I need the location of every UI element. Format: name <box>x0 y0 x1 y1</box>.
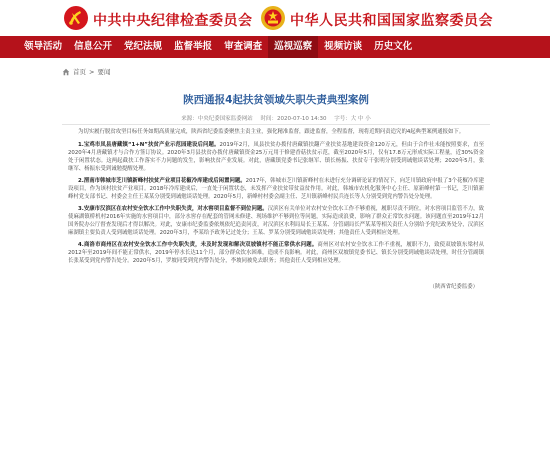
nav-item-video[interactable]: 视频访谈 <box>324 41 363 52</box>
font-size-control[interactable]: 字号：大 中 小 <box>334 116 371 122</box>
breadcrumb <box>62 67 110 76</box>
article-body <box>68 128 484 295</box>
case-paragraph-2 <box>68 177 484 201</box>
case-paragraph-3 <box>68 205 484 237</box>
case-paragraph-1 <box>68 141 484 173</box>
breadcrumb-separator: > <box>89 67 95 76</box>
home-icon <box>62 68 70 76</box>
party-emblem-icon <box>63 5 89 31</box>
nav-item-inspection[interactable]: 巡视巡察 <box>268 36 318 58</box>
case-text-2: 2017年，韩城市芝川镇新峰村在未进行充分调研论证的情况下，向芝川镇政府申报了3个花椒冷库建设项目，作为该村扶贫产业项目。2018年冷库建成后，一直处于闲置状态，未发挥产业扶贫带贫益贫作用。对此，韩城市农机化服务中心主任、原新峰村第一书记，芝川镇新峰村党支部书记、村委会主任王某某分别受到诫勉谈话处理。2020年5月，新峰村村委会副主任、芝川镇新峰村民兵连长等人分别受到党内警告处分处理。 <box>68 178 484 200</box>
nav-item-disclosure[interactable]: 信息公开 <box>74 41 113 52</box>
divider <box>62 124 490 125</box>
ccdi-title[interactable]: 中共中央纪律检查委员会 <box>93 13 253 29</box>
case-paragraph-4 <box>68 241 484 265</box>
breadcrumb-home[interactable]: 首页 <box>73 68 86 76</box>
article <box>62 80 490 455</box>
nav-item-investigation[interactable]: 审查调查 <box>224 41 263 52</box>
article-source: 来源：中央纪委国家监委网站 <box>181 116 253 122</box>
nsc-title[interactable]: 中华人民共和国国家监察委员会 <box>290 13 493 29</box>
article-signature: （陕西省纪委监委） <box>429 284 478 290</box>
breadcrumb-current[interactable]: 要闻 <box>97 68 111 76</box>
case-heading-4: 4.商洛市商州区在农村安全饮水工作中失职失责，未及时发现和解决双坡镇村不能正常供水问题。 <box>78 242 318 248</box>
case-text-1: 2019年2月，凤县扶贫办拨付唐藏镇扶翻产业扶贫基地建设资金120万元，但由于合作社未能按照要求，直至2020年4月唐藏镇才与合作方签订协议。2020年3月县扶贫办拨付唐藏镇资金25万元用于修建香菇扶贫示范，截至2020年5月，仅有17.8万元形成实际工程量，近30%资金处于闲置状态。这两起截扶工作落实不力问题的发生，影响扶贫产业发展。对此，唐藏镇党委书记张继军、镇长杨振、扶贫专干张明分别受到诫勉谈话处理；2020年5月，张继军、杨振东受到诫勉提醒处理。 <box>68 142 484 172</box>
case-text-4: 商州区对农村安全饮水工作不重视，履职不力，致使双坡镇东梁村从2012年至2019年间不能正常供水，2019年停水长达11个月，部分群众饮水困难，造成不良影响。对此，商州区双坡镇党委书记、镇长分别受到诫勉谈话处理，时任分管副镇长张某受到党内警告处分。2020年5月，罗坡同受到党内警告处分，李坡同被免去职务；其他责任人受到相应处理。 <box>68 242 484 264</box>
case-heading-3: 3.安康市汉滨区在农村安全饮水工作中失职失责，对水窖项目监督不到位问题。 <box>78 206 268 212</box>
nav-item-leadership[interactable]: 领导活动 <box>24 41 63 52</box>
nav-item-history[interactable]: 历史文化 <box>374 41 413 52</box>
article-title: 陕西通报4起扶贫领域失职失责典型案例 <box>183 94 369 106</box>
site-header <box>0 0 550 36</box>
nav-item-regulations[interactable]: 党纪法规 <box>124 41 163 52</box>
nav-item-report[interactable]: 监督举报 <box>174 41 213 52</box>
case-text-3: 汉滨区有关单位对农村安全饮水工作不够重视，履职尽责不到位，对水窖项目监管不力，致使麻湖镇桥机村2016年实施的水窖项目中，部分水窖存在配套的管网未修建、现场维护不够到位等问题，实际造成浪费，影响了群众正常饮水问题。该问题直至2019年12月国务院办公厅督查发现后才得以解决。对此，安康市纪委监委依规依纪追责问责，对汉滨区水利局局长王某某、分管副局长严某某等相关责任人分别给予党纪政务处分，汉滨区麻湖镇主要负责人受到诫勉谈话处理。2020年3月，李某给予政务记过处分；王某、罗某分别受到诫勉谈话处理；其他责任人受到相应处理。 <box>68 206 484 236</box>
case-heading-1: 1.宝鸡市凤县唐藏镇“1+N”扶贫产业示范园建设后问题。 <box>78 142 220 148</box>
intro-paragraph: 为切实履行脱贫攻坚目标任务如期高质量完成，陕西省纪委监委聚焦主责主业，强化精准监督，跟进监督，全程监督，现将近期问责追究的4起典型案例通报如下。 <box>78 129 465 135</box>
national-emblem-icon <box>260 5 286 31</box>
main-nav <box>0 36 550 58</box>
case-heading-2: 2.渭南市韩城市芝川镇新峰村扶贫产业项目花椒冷库建成后闲置问题。 <box>78 178 246 184</box>
article-date: 时间：2020-07-10 14:30 <box>260 116 327 122</box>
article-meta <box>62 114 490 122</box>
